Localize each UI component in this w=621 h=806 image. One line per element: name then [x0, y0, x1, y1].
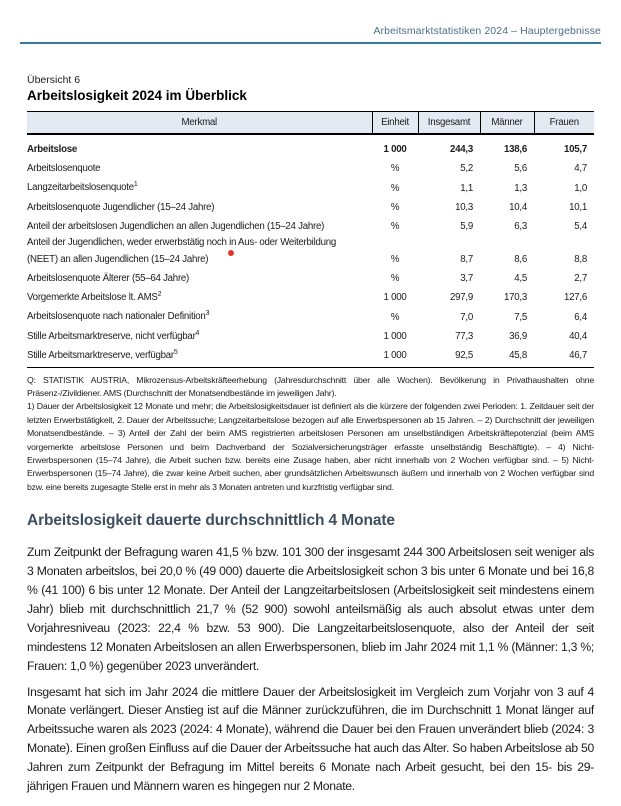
table-row-neet	[27, 235, 594, 268]
cell-insgesamt: 297,9	[450, 292, 473, 304]
row-label: Arbeitslosenquote	[27, 163, 101, 175]
row-label: Stille Arbeitsmarktreserve, nicht verfügbar	[27, 330, 196, 342]
body-paragraph-2: Insgesamt hat sich im Jahr 2024 die mittlere Dauer der Arbeitslosigkeit im Vergleich zum Vorjahr von 3 auf 4 Monate verlängert. Dieser Anstieg ist auf die Männer zurückzuführen, die im Durchschnitt 1 Monat länger auf Arbeitssuche waren als 2023 (2024: 4 Monate), während die Dauer bei den Frauen unverändert blieb (2024: 3 Monate). Einen großen Einfluss auf die Dauer der Arbeitssuche hat auch das Alter. So haben Arbeitslose ab 50 Jahren zum Zeitpunkt der Befragung im Mittel bereits 6 Monate nach Arbeit gesucht, bei den 15- bis 29-jährigen Frauen und Männern waren es hingegen nur 2 Monate.	[27, 684, 594, 794]
cell-frauen: 6,4	[574, 311, 587, 323]
cell-einheit: %	[390, 273, 400, 285]
statistics-table	[27, 111, 594, 368]
row-label: Anteil der Jugendlichen, weder erwerbstätig noch in Aus- oder Weiterbildung (NEET) an allen Jugendlichen (15–24 Jahre)	[27, 237, 337, 265]
col-header-einheit: Einheit	[372, 112, 418, 135]
cell-insgesamt: 5,2	[460, 163, 473, 175]
table-footnotes	[27, 374, 594, 495]
cell-insgesamt: 5,9	[460, 221, 473, 233]
row-label: Vorgemerkte Arbeitslose lt. AMS	[27, 292, 158, 304]
cell-maenner: 8,6	[514, 253, 527, 265]
cell-einheit: 1 000	[383, 144, 407, 156]
footnote-ref: 1	[133, 181, 138, 189]
cell-einheit: 1 000	[383, 292, 407, 304]
page-content	[27, 74, 594, 796]
row-label: Stille Arbeitsmarktreserve, verfügbar	[27, 350, 174, 362]
cell-einheit: %	[390, 201, 400, 213]
red-dot-marker	[228, 250, 234, 256]
cell-einheit: 1 000	[383, 350, 407, 362]
table-row	[27, 134, 594, 158]
cell-frauen: 10,1	[569, 201, 587, 213]
cell-maenner: 170,3	[504, 292, 527, 304]
col-header-frauen: Frauen	[534, 112, 594, 135]
cell-frauen: 1,0	[574, 182, 587, 194]
cell-insgesamt: 3,7	[460, 273, 473, 285]
footnote-ref: 4	[195, 329, 200, 337]
cell-frauen: 8,8	[574, 253, 587, 265]
cell-frauen: 127,6	[564, 292, 587, 304]
footnote-ref: 2	[157, 291, 162, 299]
table-row	[27, 196, 594, 215]
cell-maenner: 10,4	[509, 201, 527, 213]
col-header-merkmal: Merkmal	[27, 112, 372, 135]
row-label: Arbeitslosenquote Älterer (55–64 Jahre)	[27, 273, 190, 285]
cell-frauen: 2,7	[574, 273, 587, 285]
cell-einheit: 1 000	[383, 330, 407, 342]
cell-maenner: 1,3	[514, 182, 527, 194]
table-row	[27, 268, 594, 287]
cell-maenner: 36,9	[509, 330, 527, 342]
table-row	[27, 287, 594, 306]
cell-einheit: %	[390, 253, 400, 265]
row-label: Arbeitslosenquote nach nationaler Definition	[27, 311, 206, 323]
table-row	[27, 216, 594, 235]
cell-frauen: 5,4	[574, 221, 587, 233]
table-row	[27, 158, 594, 177]
table-numbered-notes: 1) Dauer der Arbeitslosigkeit 12 Monate und mehr; die Arbeitslosigkeitsdauer ist definiert als die kürzere der folgenden zwei Perioden: 1. Zeitdauer seit der letzten Erwerbstätigkeit, 2. Dauer der Arbeitssuche; Langzeitarbeitslose bezogen auf alle Erwerbspersonen ab 15 Jahren. – 2) Durchschnitt der jeweiligen Monatsendbestände. – 3) Anteil der Zahl der beim AMS registrierten arbeitslosen Personen am unselbständigen Arbeitskräftepotenzial (beim AMS vorgemerkte arbeitslose Personen und beim Dachverband der Sozialversicherungsträger erfasste unselbständig Beschäftigte). – 4) Nicht-Erwerbspersonen (15–74 Jahre), die Arbeit suchen bzw. bereits eine Zusage haben, aber nicht innerhalb von 2 Wochen verfügbar sind. – 5) Nicht-Erwerbspersonen (15–74 Jahre), die zwar keine Arbeit suchen, aber grundsätzlichen Arbeitswunsch äußern und innerhalb von 2 Wochen verfügbar sind bzw. eine bereits zugesagte Stelle erst in mehr als 3 Monaten antreten und kurzfristig verfügbar sind.	[27, 401, 594, 492]
cell-maenner: 45,8	[509, 350, 527, 362]
cell-insgesamt: 8,7	[460, 253, 473, 265]
running-header-title: Arbeitsmarktstatistiken 2024 – Hauptergebnisse	[373, 25, 601, 37]
cell-insgesamt: 1,1	[460, 182, 473, 194]
row-label: Arbeitslosenquote Jugendlicher (15–24 Jahre)	[27, 201, 215, 213]
cell-maenner: 5,6	[514, 163, 527, 175]
table-title: Arbeitslosigkeit 2024 im Überblick	[27, 88, 247, 103]
row-label: Arbeitslose	[27, 144, 78, 156]
cell-insgesamt: 77,3	[455, 330, 473, 342]
cell-einheit: %	[390, 163, 400, 175]
cell-einheit: %	[390, 311, 400, 323]
cell-einheit: %	[390, 221, 400, 233]
table-row	[27, 177, 594, 196]
cell-maenner: 7,5	[514, 311, 527, 323]
table-header	[27, 112, 594, 135]
cell-insgesamt: 7,0	[460, 311, 473, 323]
table-row	[27, 306, 594, 325]
cell-frauen: 46,7	[569, 350, 587, 362]
cell-insgesamt: 10,3	[455, 201, 473, 213]
cell-einheit: %	[390, 182, 400, 194]
cell-maenner: 4,5	[514, 273, 527, 285]
col-header-maenner: Männer	[480, 112, 534, 135]
table-row	[27, 325, 594, 344]
table-kicker: Übersicht 6	[27, 74, 81, 86]
footnote-ref: 3	[205, 310, 210, 318]
running-header	[20, 25, 601, 44]
table-body	[27, 134, 594, 367]
cell-maenner: 6,3	[514, 221, 527, 233]
cell-frauen: 40,4	[569, 330, 587, 342]
cell-insgesamt: 244,3	[450, 144, 473, 156]
footnote-ref: 5	[173, 348, 178, 356]
row-label: Langzeitarbeitslosenquote	[27, 182, 134, 194]
table-source-note: Q: STATISTIK AUSTRIA, Mikrozensus-Arbeitskräfteerhebung (Jahresdurchschnitt über alle Wochen). Bevölkerung in Privathaushalten ohne Präsenz-/Zivildiener. AMS (Durchschnitt der Monatsendbestände im jeweiligen Jahr).	[27, 374, 594, 398]
cell-insgesamt: 92,5	[455, 350, 473, 362]
cell-frauen: 4,7	[574, 163, 587, 175]
table-row	[27, 345, 594, 367]
table-header-row	[27, 112, 594, 135]
body-paragraph-1: Zum Zeitpunkt der Befragung waren 41,5 % bzw. 101 300 der insgesamt 244 300 Arbeitslosen seit weniger als 3 Monaten arbeitslos, bei 20,0 % (49 000) dauerte die Arbeitslosigkeit schon 3 bis unter 6 Monate und bei 16,8 % (41 100) 6 bis unter 12 Monate. Der Anteil der Langzeitarbeitslosen (Arbeitslosigkeit seit mindestens einem Jahr) blieb mit durchschnittlich 21,7 % (52 900) sowohl anteilsmäßig als auch absolut etwas unter dem Vorjahresniveau (2023: 22,4 % bzw. 53 900). Die Langzeitarbeitslosenquote, also der Anteil der seit mindestens 12 Monaten Arbeitslosen an allen Erwerbspersonen, blieb im Jahr 2024 mit 1,1 % (Männer: 1,3 %; Frauen: 1,0 %) gegenüber 2023 unverändert.	[27, 545, 594, 673]
cell-frauen: 105,7	[564, 144, 587, 156]
row-label: Anteil der arbeitslosen Jugendlichen an allen Jugendlichen (15–24 Jahre)	[27, 221, 325, 233]
col-header-insgesamt: Insgesamt	[418, 112, 480, 135]
document-page	[0, 25, 621, 806]
section-heading: Arbeitslosigkeit dauerte durchschnittlich 4 Monate	[27, 512, 395, 530]
cell-maenner: 138,6	[504, 144, 527, 156]
